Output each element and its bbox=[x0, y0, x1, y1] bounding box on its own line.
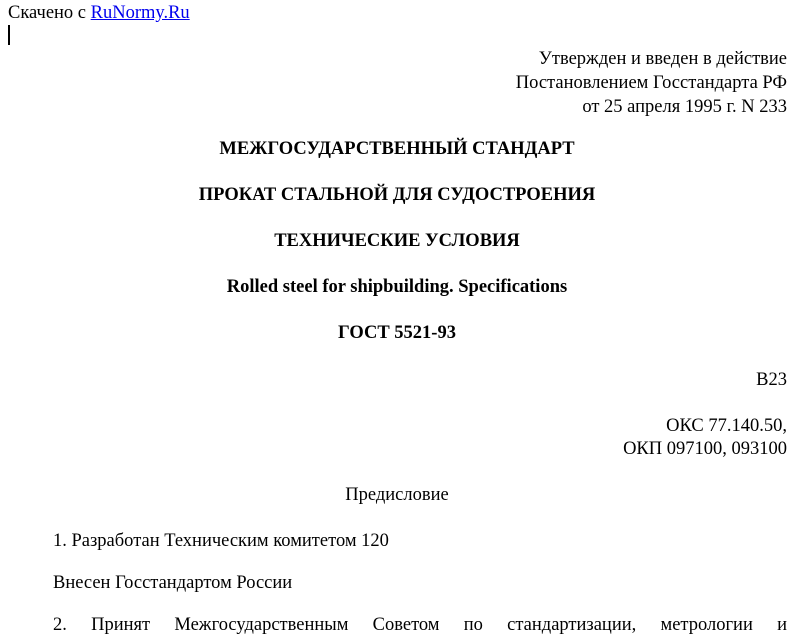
runormy-link[interactable]: RuNormy.Ru bbox=[90, 3, 190, 23]
foreword-item-1-note: Внесен Госстандартом России bbox=[53, 573, 293, 593]
english-title: Rolled steel for shipbuilding. Specifications bbox=[226, 277, 568, 297]
document-subtitle: ТЕХНИЧЕСКИЕ УСЛОВИЯ bbox=[274, 231, 520, 251]
approval-line-2: Постановлением Госстандарта РФ bbox=[515, 73, 787, 93]
foreword-item-2-text: 2. Принят Межгосударственным Советом по стандартизации, метрологии и bbox=[53, 615, 787, 635]
foreword-item-2 bbox=[53, 614, 787, 637]
standard-code: ГОСТ 5521-93 bbox=[338, 323, 456, 343]
approval-line-3: от 25 апреля 1995 г. N 233 bbox=[582, 97, 787, 117]
okp-code: ОКП 097100, 093100 bbox=[623, 439, 787, 459]
approval-block bbox=[516, 47, 787, 119]
foreword-item-1: 1. Разработан Техническим комитетом 120 bbox=[53, 531, 389, 551]
standard-type-heading: МЕЖГОСУДАРСТВЕННЫЙ СТАНДАРТ bbox=[219, 139, 575, 159]
oks-code: ОКС 77.140.50, bbox=[666, 416, 787, 436]
source-prefix: Скачено с bbox=[8, 3, 87, 23]
group-code: В23 bbox=[756, 370, 787, 390]
approval-line-1: Утвержден и введен в действие bbox=[538, 49, 787, 69]
source-line bbox=[8, 2, 190, 25]
text-cursor bbox=[8, 25, 10, 45]
foreword-heading: Предисловие bbox=[345, 485, 449, 505]
document-title: ПРОКАТ СТАЛЬНОЙ ДЛЯ СУДОСТРОЕНИЯ bbox=[198, 185, 596, 205]
